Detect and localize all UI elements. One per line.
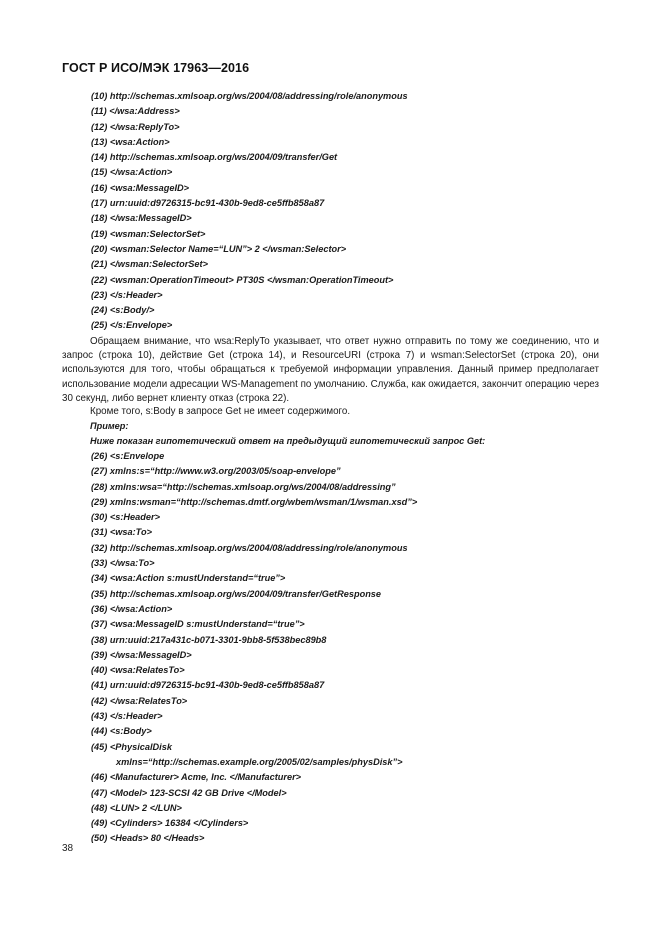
code-line: (32) http://schemas.xmlsoap.org/ws/2004/08/addressing/role/anonymous (91, 542, 408, 553)
code-line: (26) <s:Envelope (91, 451, 165, 461)
code-line: (34) <wsa:Action s:mustUnderstand=“true”> (91, 573, 286, 584)
code-line: (28) xmlns:wsa=“http://schemas.xmlsoap.org/ws/2004/08/addressing” (91, 481, 396, 492)
code-line: (21) </wsman:SelectorSet> (91, 259, 208, 270)
code-line: (33) </wsa:To> (91, 558, 155, 569)
code-line: (10) http://schemas.xmlsoap.org/ws/2004/08/addressing/role/anonymous (91, 91, 408, 101)
example-description: Ниже показан гипотетический ответ на предыдущий гипотетический запрос Get: (90, 436, 486, 446)
code-line: (11) </wsa:Address> (91, 106, 180, 117)
code-line: xmlns=“http://schemas.example.org/2005/02/samples/physDisk”> (116, 756, 403, 767)
code-line: (46) <Manufacturer> Acme, Inc. </Manufacturer> (91, 772, 302, 783)
code-block-request (91, 89, 611, 334)
code-line: (43) </s:Header> (91, 711, 163, 722)
code-line: (35) http://schemas.xmlsoap.org/ws/2004/09/transfer/GetResponse (91, 588, 382, 599)
code-line: (45) <PhysicalDisk (91, 741, 172, 752)
code-line: (47) <Model> 123-SCSI 42 GB Drive </Model> (91, 787, 287, 798)
code-line: (12) </wsa:ReplyTo> (91, 121, 180, 132)
code-line: (30) <s:Header> (91, 512, 160, 523)
page-number: 38 (62, 843, 74, 854)
code-line: (23) </s:Header> (91, 289, 163, 300)
code-line: (27) xmlns:s=“http://www.w3.org/2003/05/soap-envelope” (91, 466, 341, 477)
body-note-paragraph: Кроме того, s:Body в запросе Get не имеет содержимого. (90, 406, 351, 417)
document-header: ГОСТ Р ИСО/МЭК 17963—2016 (62, 61, 250, 75)
code-line: (15) </wsa:Action> (91, 167, 173, 178)
code-line: (18) </wsa:MessageID> (91, 213, 192, 224)
code-line: (49) <Cylinders> 16384 </Cylinders> (91, 818, 249, 829)
code-line: (39) </wsa:MessageID> (91, 649, 192, 660)
code-line: (38) urn:uuid:217a431c-b071-3301-9bb8-5f538bec89b8 (91, 634, 327, 645)
code-line: (29) xmlns:wsman=“http://schemas.dmtf.org/wbem/wsman/1/wsman.xsd”> (91, 496, 418, 507)
code-line: (36) </wsa:Action> (91, 603, 173, 614)
code-line: (16) <wsa:MessageID> (91, 182, 190, 193)
code-line: (14) http://schemas.xmlsoap.org/ws/2004/09/transfer/Get (91, 152, 338, 163)
code-line: (22) <wsman:OperationTimeout> PT30S </wsman:OperationTimeout> (91, 274, 394, 285)
code-line: (19) <wsman:SelectorSet> (91, 228, 206, 239)
code-line: (31) <wsa:To> (91, 527, 152, 538)
code-line: (17) urn:uuid:d9726315-bc91-430b-9ed8-ce5ffb858a87 (91, 198, 325, 209)
explanation-paragraph: Обращаем внимание, что wsa:ReplyTo указывает, что ответ нужно отправить по тому же соединению, что и запрос (строка 10), действие Get (строка 14), и ResourceURI (строка 7) и wsman:SelectorSet (строка 20), они используются для того, чтобы обращаться к требуемой информации управления. Данный пример предполагает использование модели адресации WS-Management по умолчанию. Служба, как ожидается, закончит операцию через 30 секунд, либо вернет клиенту отказ (строка 22). (62, 336, 599, 404)
code-line: (20) <wsman:Selector Name=“LUN”> 2 </wsman:Selector> (91, 243, 347, 254)
code-line: (25) </s:Envelope> (91, 320, 173, 331)
code-line: (37) <wsa:MessageID s:mustUnderstand=“true”> (91, 619, 305, 630)
code-line: (41) urn:uuid:d9726315-bc91-430b-9ed8-ce5ffb858a87 (91, 680, 325, 691)
code-block-response (91, 449, 611, 847)
code-line: (40) <wsa:RelatesTo> (91, 665, 185, 676)
code-line: (50) <Heads> 80 </Heads> (91, 833, 205, 844)
code-line: (13) <wsa:Action> (91, 136, 170, 147)
code-line: (48) <LUN> 2 </LUN> (91, 802, 182, 813)
code-line: (24) <s:Body/> (91, 305, 155, 316)
example-label: Пример: (90, 421, 129, 431)
code-line: (42) </wsa:RelatesTo> (91, 695, 188, 706)
code-line: (44) <s:Body> (91, 726, 152, 737)
